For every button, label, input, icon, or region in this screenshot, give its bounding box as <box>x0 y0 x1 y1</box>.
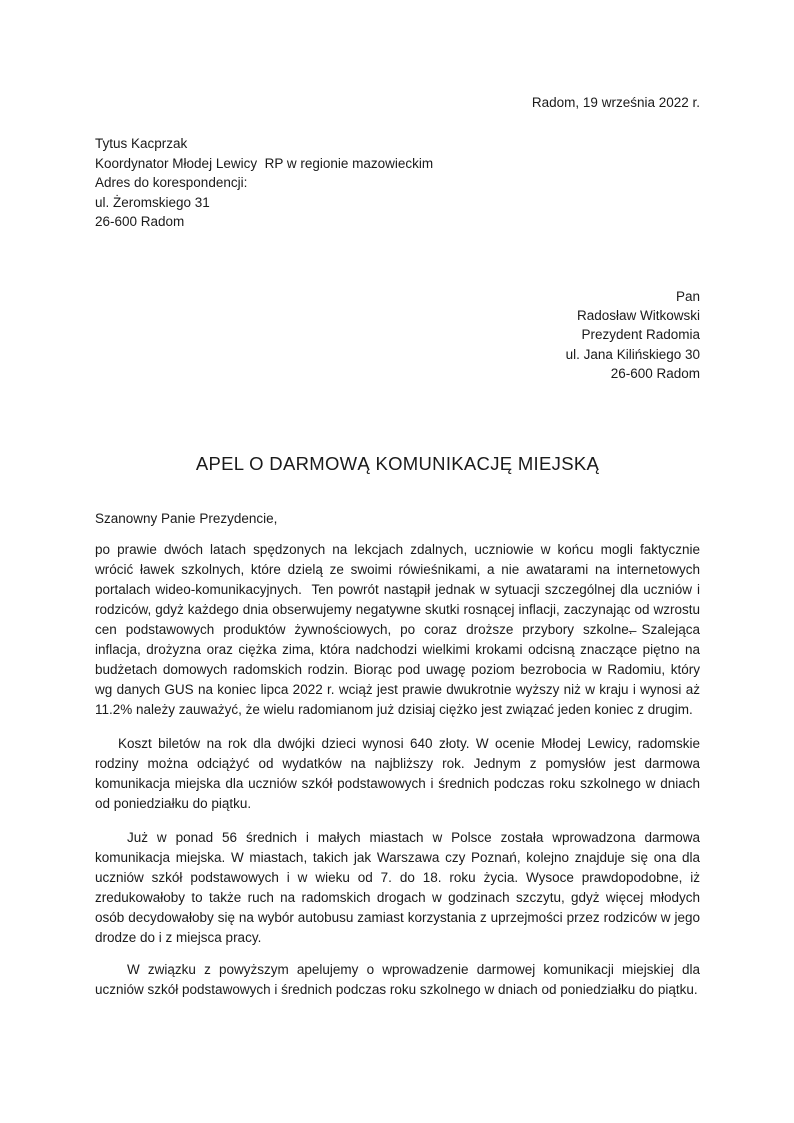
recipient-title: Prezydent Radomia <box>581 327 700 343</box>
recipient-block <box>95 287 700 384</box>
recipient-name: Radosław Witkowski <box>576 307 700 323</box>
body-paragraph: Już w ponad 56 średnich i małych miastach w Polsce została wprowadzona darmowa komunikacja miejska. W miastach, takich jak Warszawa czy Poznań, kolejno znajduje się ona dla uczniów szkół podstawowych i w wieku od 7. do 18. roku życia. Wysoce prawdopodobne, iż zredukowałoby to także ruch na radomskich drogach w godzinach szczytu, gdyż więcej młodych osób decydowałoby się na wybór autobusu zamiast korzystania z uprzejmości przez rodziców w jego drodze do i z miejsca pracy. <box>95 829 700 945</box>
sender-block <box>95 134 700 232</box>
sender-city: 26-600 Radom <box>95 214 185 229</box>
salutation: Szanowny Panie Prezydencie, <box>95 510 278 526</box>
sender-role: Koordynator Młodej Lewicy RP w regionie mazowieckim <box>95 155 434 171</box>
sender-address-label: Adres do korespondencji: <box>95 175 248 190</box>
recipient-street: ul. Jana Kilińskiego 30 <box>565 346 700 362</box>
sender-name: Tytus Kacprzak <box>95 136 188 151</box>
letter-title: APEL O DARMOWĄ KOMUNIKACJĘ MIEJSKĄ <box>195 452 600 474</box>
body-paragraph: Koszt biletów na rok dla dwójki dzieci wynosi 640 złoty. W ocenie Młodej Lewicy, radomskie rodziny można odciążyć od wydatków na najbliższy rok. Jednym z pomysłów jest darmowa komunikacja miejska dla uczniów szkół podstawowych i średnich podczas roku szkolnego w dniach od poniedziałku do piątku. <box>95 735 700 811</box>
sender-street: ul. Żeromskiego 31 <box>95 194 210 210</box>
body-paragraph: W związku z powyższym apelujemy o wprowadzenie darmowej komunikacji miejskiej dla uczniów szkół podstawowych i średnich podczas roku szkolnego w dniach od poniedziałku do piątku. <box>95 961 700 997</box>
recipient-city: 26-600 Radom <box>610 366 700 382</box>
body-paragraph: po prawie dwóch latach spędzonych na lekcjach zdalnych, uczniowie w końcu mogli faktycznie wrócić ławek szkolnych, które dzielą ze swoimi rówieśnikami, a nie awatarami na internetowych portalach wideo-komunikacyjnych. Ten powrót nastąpił jednak w sytuacji szczególnej dla uczniów i rodziców, gdyż każdego dnia obserwujemy negatywne skutki rosnącej inflacji, zaczynając od wzrostu cen podstawowych produktów żywnościowych, po coraz droższe przybory szkolne.̶ Szalejąca inflacja, drożyzna oraz ciężka zima, która nadchodzi wielkimi krokami odcisną znaczące piętno na budżetach domowych radomskich rodzin. Biorąc pod uwagę poziom bezrobocia w Radomiu, który wg danych GUS na koniec lipca 2022 r. wciąż jest prawie dwukrotnie wyższy niż w kraju i wynosi aż 11.2% należy zauważyć, że wielu radomianom już dzisiaj ciężko jest związać jeden koniec z drugim. <box>95 541 700 717</box>
recipient-honorific: Pan <box>675 288 700 304</box>
date-line: Radom, 19 września 2022 r. <box>531 95 700 110</box>
